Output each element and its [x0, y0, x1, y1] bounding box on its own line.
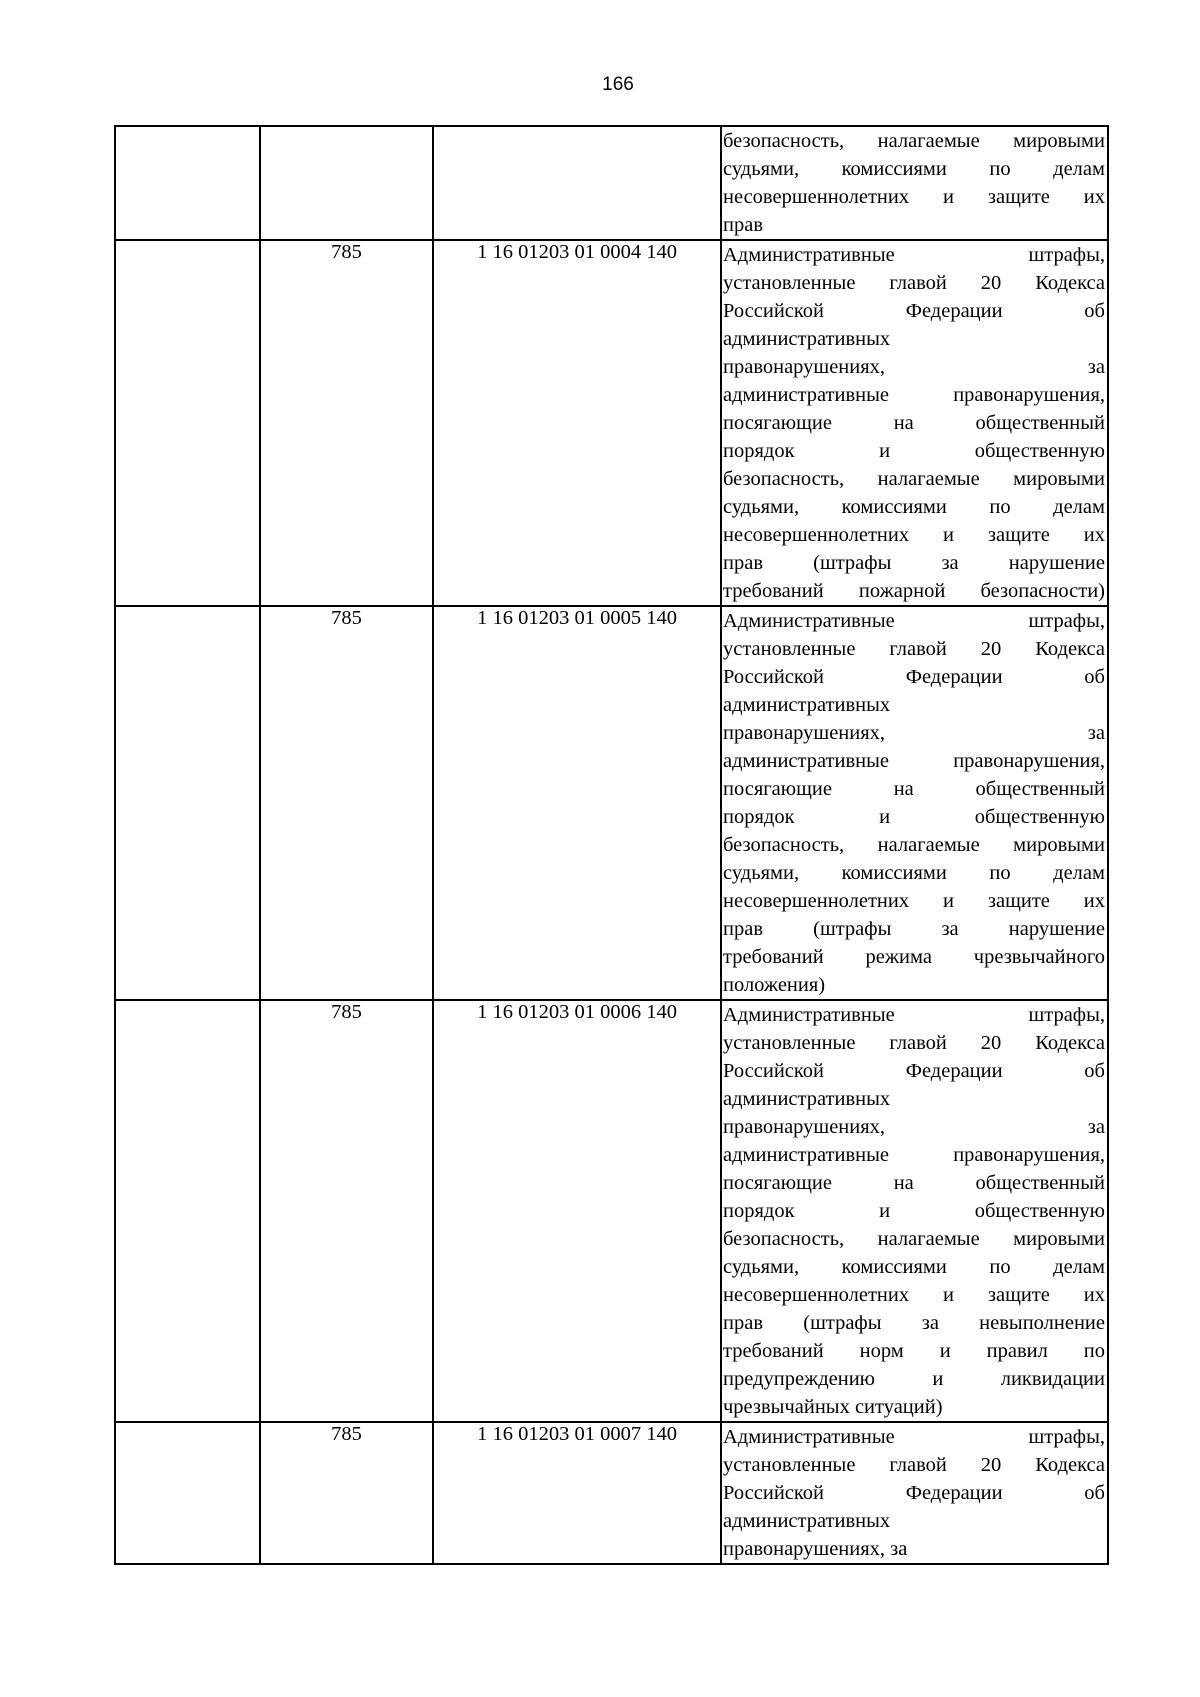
- empty-cell: [115, 240, 260, 606]
- empty-cell: [115, 606, 260, 1000]
- description-line: установленные главой 20 Кодекса: [723, 272, 1105, 294]
- admin-code-cell: 785: [260, 1422, 433, 1564]
- description-line: установленные главой 20 Кодекса: [723, 1454, 1105, 1476]
- description-line: Административные штрафы,: [723, 1426, 1105, 1448]
- description-line: чрезвычайных ситуаций): [723, 1396, 943, 1418]
- description-line: порядок и общественную: [723, 806, 1105, 828]
- description-line: посягающие на общественный: [723, 1172, 1105, 1194]
- description-line: безопасность, налагаемые мировыми: [723, 834, 1105, 856]
- admin-code-cell: [260, 126, 433, 240]
- description-line: несовершеннолетних и защите их: [723, 890, 1105, 912]
- description-line: административных: [723, 1510, 891, 1532]
- kbk-code-cell: [433, 126, 721, 240]
- table-row: [115, 606, 1108, 1000]
- description-line: административные правонарушения,: [723, 384, 1105, 406]
- description-line: судьями, комиссиями по делам: [723, 862, 1105, 884]
- description-line: прав (штрафы за невыполнение: [723, 1312, 1105, 1334]
- description-line: административные правонарушения,: [723, 750, 1105, 772]
- table-row: [115, 1000, 1108, 1422]
- description-line: несовершеннолетних и защите их: [723, 524, 1105, 546]
- description-line: Российской Федерации об: [723, 666, 1105, 688]
- description-cell: [721, 126, 1108, 240]
- description-line: правонарушениях, за: [723, 1116, 1105, 1138]
- empty-cell: [115, 1000, 260, 1422]
- kbk-code-cell: 1 16 01203 01 0007 140: [433, 1422, 721, 1564]
- description-line: посягающие на общественный: [723, 778, 1105, 800]
- description-line: Российской Федерации об: [723, 1482, 1105, 1504]
- description-line: несовершеннолетних и защите их: [723, 186, 1105, 208]
- budget-table: [114, 125, 1109, 1565]
- description-line: административных: [723, 694, 891, 716]
- description-line: судьями, комиссиями по делам: [723, 496, 1105, 518]
- description-line: судьями, комиссиями по делам: [723, 158, 1105, 180]
- description-line: административные правонарушения,: [723, 1144, 1105, 1166]
- description-line: положения): [723, 974, 826, 996]
- description-line: судьями, комиссиями по делам: [723, 1256, 1105, 1278]
- description-line: посягающие на общественный: [723, 412, 1105, 434]
- empty-cell: [115, 1422, 260, 1564]
- description-line: Административные штрафы,: [723, 1004, 1105, 1026]
- empty-cell: [115, 126, 260, 240]
- kbk-code-cell: 1 16 01203 01 0006 140: [433, 1000, 721, 1422]
- description-line: требований пожарной безопасности): [723, 580, 1105, 602]
- table-row: [115, 126, 1108, 240]
- description-line: Российской Федерации об: [723, 300, 1105, 322]
- description-line: правонарушениях, за: [723, 356, 1105, 378]
- table-row: [115, 240, 1108, 606]
- admin-code-cell: 785: [260, 606, 433, 1000]
- description-line: безопасность, налагаемые мировыми: [723, 468, 1105, 490]
- description-line: административных: [723, 328, 891, 350]
- description-cell: [721, 1000, 1108, 1422]
- table-row: [115, 1422, 1108, 1564]
- description-line: установленные главой 20 Кодекса: [723, 1032, 1105, 1054]
- description-line: требований режима чрезвычайного: [723, 946, 1105, 968]
- description-cell: [721, 606, 1108, 1000]
- description-line: Административные штрафы,: [723, 610, 1105, 632]
- description-cell: [721, 240, 1108, 606]
- description-line: административных: [723, 1088, 891, 1110]
- description-line: установленные главой 20 Кодекса: [723, 638, 1105, 660]
- description-line: правонарушениях, за: [723, 722, 1105, 744]
- page-number: 166: [602, 74, 634, 95]
- description-line: прав (штрафы за нарушение: [723, 918, 1105, 940]
- description-line: порядок и общественную: [723, 1200, 1105, 1222]
- description-line: требований норм и правил по: [723, 1340, 1105, 1362]
- admin-code-cell: 785: [260, 240, 433, 606]
- description-line: Российской Федерации об: [723, 1060, 1105, 1082]
- description-line: безопасность, налагаемые мировыми: [723, 1228, 1105, 1250]
- description-line: прав: [723, 214, 763, 236]
- description-line: несовершеннолетних и защите их: [723, 1284, 1105, 1306]
- kbk-code-cell: 1 16 01203 01 0004 140: [433, 240, 721, 606]
- kbk-code-cell: 1 16 01203 01 0005 140: [433, 606, 721, 1000]
- description-cell: [721, 1422, 1108, 1564]
- admin-code-cell: 785: [260, 1000, 433, 1422]
- description-line: правонарушениях, за: [723, 1538, 908, 1560]
- description-line: прав (штрафы за нарушение: [723, 552, 1105, 574]
- description-line: порядок и общественную: [723, 440, 1105, 462]
- description-line: безопасность, налагаемые мировыми: [723, 130, 1105, 152]
- description-line: предупреждению и ликвидации: [723, 1368, 1105, 1390]
- description-line: Административные штрафы,: [723, 244, 1105, 266]
